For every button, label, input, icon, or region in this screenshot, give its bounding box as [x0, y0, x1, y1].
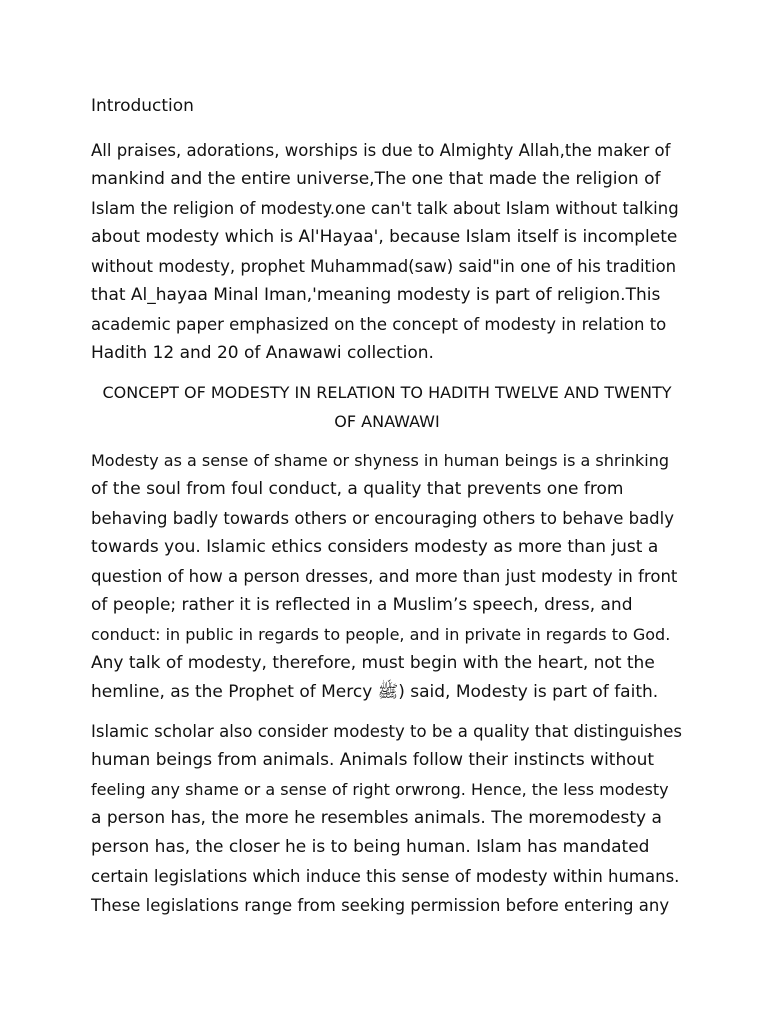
introduction-heading: Introduction	[91, 96, 194, 116]
scholar-paragraph	[91, 717, 683, 920]
section-title-line: OF ANAWAWI	[334, 412, 440, 431]
paragraph-line: person has, the closer he is to being human. Islam has mandated	[91, 837, 650, 857]
paragraph-line: Hadith 12 and 20 of Anawawi collection.	[91, 343, 434, 363]
paragraph-line: of people; rather it is reflected in a Muslim’s speech, dress, and	[91, 595, 633, 615]
paragraph-line: without modesty, prophet Muhammad(saw) said"in one of his tradition	[91, 257, 677, 276]
paragraph-line: about modesty which is Al'Hayaa', because Islam itself is incomplete	[91, 227, 678, 247]
paragraph-line: Any talk of modesty, therefore, must begin with the heart, not the	[91, 653, 655, 673]
paragraph-line: Islam the religion of modesty.one can't talk about Islam without talking	[91, 199, 679, 218]
paragraph-line: Islamic scholar also consider modesty to be a quality that distinguishes	[91, 722, 682, 741]
paragraph-line: feeling any shame or a sense of right orwrong. Hence, the less modesty	[91, 780, 669, 799]
paragraph-line: question of how a person dresses, and more than just modesty in front	[91, 567, 678, 586]
paragraph-line: a person has, the more he resembles animals. The moremodesty a	[91, 808, 662, 828]
section-title-line: CONCEPT OF MODESTY IN RELATION TO HADITH TWELVE AND TWENTY	[102, 383, 672, 402]
paragraph-line: mankind and the entire universe,The one that made the religion of	[91, 169, 661, 189]
paragraph-line: towards you. Islamic ethics considers modesty as more than just a	[91, 537, 659, 557]
paragraph-line: These legislations range from seeking permission before entering any	[91, 896, 670, 915]
document-body	[91, 94, 683, 930]
paragraph-line: certain legislations which induce this sense of modesty within humans.	[91, 867, 680, 886]
paragraph-line: Modesty as a sense of shame or shyness in human beings is a shrinking	[91, 451, 670, 470]
paragraph-line: conduct: in public in regards to people, and in private in regards to God.	[91, 625, 671, 644]
paragraph-line: All praises, adorations, worships is due to Almighty Allah,the maker of	[91, 141, 671, 160]
paragraph-line: academic paper emphasized on the concept of modesty in relation to	[91, 315, 667, 334]
section-title	[91, 378, 683, 436]
intro-paragraph	[91, 136, 683, 368]
paragraph-line: human beings from animals. Animals follow their instincts without	[91, 750, 655, 770]
paragraph-line: hemline, as the Prophet of Mercy ﷺ) said, Modesty is part of faith.	[91, 682, 659, 702]
paragraph-line: of the soul from foul conduct, a quality that prevents one from	[91, 479, 624, 499]
paragraph-line: behaving badly towards others or encouraging others to behave badly	[91, 509, 675, 528]
paragraph-line: that Al_hayaa Minal Iman,'meaning modesty is part of religion.This	[91, 285, 661, 305]
modesty-paragraph	[91, 446, 683, 707]
